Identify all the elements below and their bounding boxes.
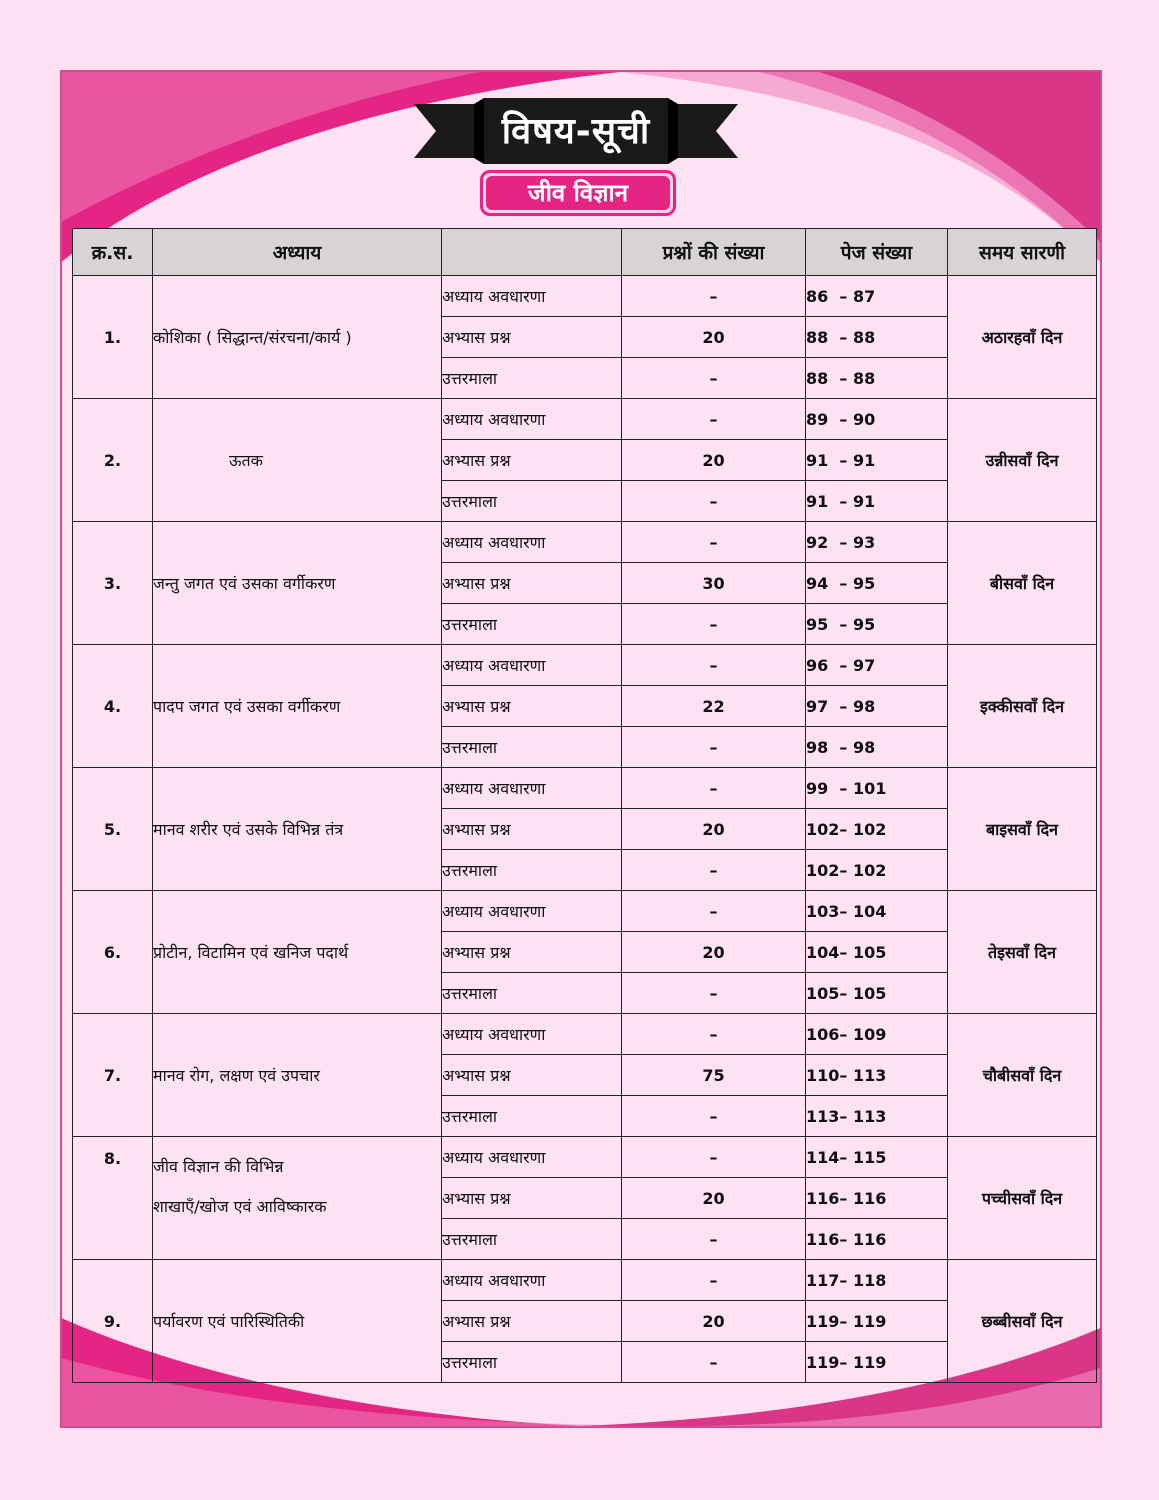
page-range: 119– 119 (806, 1342, 948, 1383)
page-frame (60, 70, 1102, 1428)
chapter-title-line: मानव शरीर एवं उसके विभिन्न तंत्र (153, 820, 344, 839)
question-count: – (622, 891, 806, 932)
page-range: 94 – 95 (806, 563, 948, 604)
page-range: 86 – 87 (806, 276, 948, 317)
page-range: 97 – 98 (806, 686, 948, 727)
question-count: – (622, 522, 806, 563)
chapter-serial: 1. (73, 276, 153, 399)
schedule-day: पच्चीसवाँ दिन (948, 1137, 1097, 1260)
schedule-day: उन्नीसवाँ दिन (948, 399, 1097, 522)
page-range: 96 – 97 (806, 645, 948, 686)
chapter-title (153, 1014, 442, 1137)
section-part: अभ्यास प्रश्न (442, 440, 622, 481)
chapter-serial: 7. (73, 1014, 153, 1137)
section-part: अध्याय अवधारणा (442, 399, 622, 440)
section-part: अभ्यास प्रश्न (442, 686, 622, 727)
question-count: 20 (622, 932, 806, 973)
section-part: उत्तरमाला (442, 1096, 622, 1137)
chapter-title-line: मानव रोग, लक्षण एवं उपचार (153, 1066, 320, 1085)
header-serial: क्र.स. (73, 229, 153, 276)
page-range: 88 – 88 (806, 317, 948, 358)
question-count: – (622, 1096, 806, 1137)
chapter-title (153, 399, 442, 522)
question-count: 20 (622, 809, 806, 850)
question-count: – (622, 973, 806, 1014)
section-part: उत्तरमाला (442, 727, 622, 768)
section-part: उत्तरमाला (442, 358, 622, 399)
question-count: 20 (622, 440, 806, 481)
question-count: – (622, 358, 806, 399)
page-range: 95 – 95 (806, 604, 948, 645)
page-range: 102– 102 (806, 850, 948, 891)
question-count: – (622, 1137, 806, 1178)
chapter-title-line: जन्तु जगत एवं उसका वर्गीकरण (153, 574, 336, 593)
chapter-title (153, 768, 442, 891)
chapter-title-line: पादप जगत एवं उसका वर्गीकरण (153, 697, 341, 716)
section-part: अभ्यास प्रश्न (442, 932, 622, 973)
page-range: 92 – 93 (806, 522, 948, 563)
page-range: 116– 116 (806, 1178, 948, 1219)
schedule-day: अठारहवाँ दिन (948, 276, 1097, 399)
chapter-title-line: प्रोटीन, विटामिन एवं खनिज पदार्थ (153, 943, 349, 962)
question-count: – (622, 727, 806, 768)
question-count: 22 (622, 686, 806, 727)
section-part: उत्तरमाला (442, 1219, 622, 1260)
section-part: अध्याय अवधारणा (442, 522, 622, 563)
page-range: 110– 113 (806, 1055, 948, 1096)
table-row (73, 399, 1097, 440)
page-range: 102– 102 (806, 809, 948, 850)
question-count: – (622, 1342, 806, 1383)
schedule-day: छब्बीसवाँ दिन (948, 1260, 1097, 1383)
table-row (73, 1014, 1097, 1055)
page-range: 91 – 91 (806, 481, 948, 522)
chapter-serial: 9. (73, 1260, 153, 1383)
chapter-title-line: पर्यावरण एवं पारिस्थितिकी (153, 1312, 305, 1331)
section-part: उत्तरमाला (442, 850, 622, 891)
section-part: अध्याय अवधारणा (442, 645, 622, 686)
page-range: 99 – 101 (806, 768, 948, 809)
schedule-day: इक्कीसवाँ दिन (948, 645, 1097, 768)
page-range: 113– 113 (806, 1096, 948, 1137)
question-count: – (622, 481, 806, 522)
subject-badge (480, 170, 676, 216)
chapter-serial: 5. (73, 768, 153, 891)
page-range: 89 – 90 (806, 399, 948, 440)
table-row (73, 276, 1097, 317)
chapter-title-line: शाखाएँ/खोज एवं आविष्कारक (153, 1197, 327, 1216)
header-part (442, 229, 622, 276)
page-range: 116– 116 (806, 1219, 948, 1260)
schedule-day: तेइसवाँ दिन (948, 891, 1097, 1014)
chapter-title-line: कोशिका ( सिद्धान्त/संरचना/कार्य ) (153, 328, 352, 347)
question-count: 30 (622, 563, 806, 604)
header-questions: प्रश्नों की संख्या (622, 229, 806, 276)
section-part: अभ्यास प्रश्न (442, 809, 622, 850)
page-range: 98 – 98 (806, 727, 948, 768)
question-count: 20 (622, 1178, 806, 1219)
question-count: – (622, 1219, 806, 1260)
section-part: उत्तरमाला (442, 604, 622, 645)
question-count: 20 (622, 1301, 806, 1342)
section-part: अभ्यास प्रश्न (442, 1301, 622, 1342)
section-part: अध्याय अवधारणा (442, 891, 622, 932)
chapter-title (153, 1137, 442, 1260)
section-part: अध्याय अवधारणा (442, 1137, 622, 1178)
section-part: अभ्यास प्रश्न (442, 1055, 622, 1096)
page-title: विषय-सूची (501, 111, 651, 152)
section-part: अध्याय अवधारणा (442, 1260, 622, 1301)
table-row (73, 1137, 1097, 1178)
question-count: – (622, 604, 806, 645)
page-range: 91 – 91 (806, 440, 948, 481)
schedule-day: चौबीसवाँ दिन (948, 1014, 1097, 1137)
section-part: अध्याय अवधारणा (442, 768, 622, 809)
chapter-serial: 4. (73, 645, 153, 768)
subject-label: जीव विज्ञान (486, 176, 670, 210)
chapter-serial: 8. (73, 1137, 153, 1260)
section-part: अध्याय अवधारणा (442, 1014, 622, 1055)
chapter-title-line: जीव विज्ञान की विभिन्न (153, 1157, 284, 1176)
table-header-row (73, 229, 1097, 276)
page-range: 119– 119 (806, 1301, 948, 1342)
chapter-title (153, 891, 442, 1014)
page-range: 105– 105 (806, 973, 948, 1014)
chapter-title (153, 1260, 442, 1383)
page-range: 114– 115 (806, 1137, 948, 1178)
question-count: – (622, 850, 806, 891)
table-row (73, 522, 1097, 563)
header-schedule: समय सारणी (948, 229, 1097, 276)
chapter-serial: 6. (73, 891, 153, 1014)
section-part: उत्तरमाला (442, 1342, 622, 1383)
question-count: – (622, 768, 806, 809)
section-part: अभ्यास प्रश्न (442, 1178, 622, 1219)
question-count: 75 (622, 1055, 806, 1096)
chapter-title (153, 522, 442, 645)
contents-table (72, 228, 1097, 1383)
header-pages: पेज संख्या (806, 229, 948, 276)
question-count: – (622, 645, 806, 686)
section-part: अभ्यास प्रश्न (442, 563, 622, 604)
question-count: – (622, 276, 806, 317)
table-row (73, 891, 1097, 932)
page-range: 117– 118 (806, 1260, 948, 1301)
header-chapter: अध्याय (153, 229, 442, 276)
table-row (73, 645, 1097, 686)
section-part: उत्तरमाला (442, 973, 622, 1014)
chapter-title-line: ऊतक (229, 451, 263, 470)
table-row (73, 1260, 1097, 1301)
table-body (73, 276, 1097, 1383)
question-count: – (622, 1014, 806, 1055)
table-row (73, 768, 1097, 809)
question-count: – (622, 1260, 806, 1301)
chapter-serial: 3. (73, 522, 153, 645)
chapter-serial: 2. (73, 399, 153, 522)
question-count: – (622, 399, 806, 440)
section-part: अध्याय अवधारणा (442, 276, 622, 317)
question-count: 20 (622, 317, 806, 358)
section-part: अभ्यास प्रश्न (442, 317, 622, 358)
page-range: 104– 105 (806, 932, 948, 973)
page-range: 106– 109 (806, 1014, 948, 1055)
page-range: 103– 104 (806, 891, 948, 932)
section-part: उत्तरमाला (442, 481, 622, 522)
chapter-title (153, 276, 442, 399)
chapter-title (153, 645, 442, 768)
schedule-day: बाइसवाँ दिन (948, 768, 1097, 891)
page-range: 88 – 88 (806, 358, 948, 399)
schedule-day: बीसवाँ दिन (948, 522, 1097, 645)
